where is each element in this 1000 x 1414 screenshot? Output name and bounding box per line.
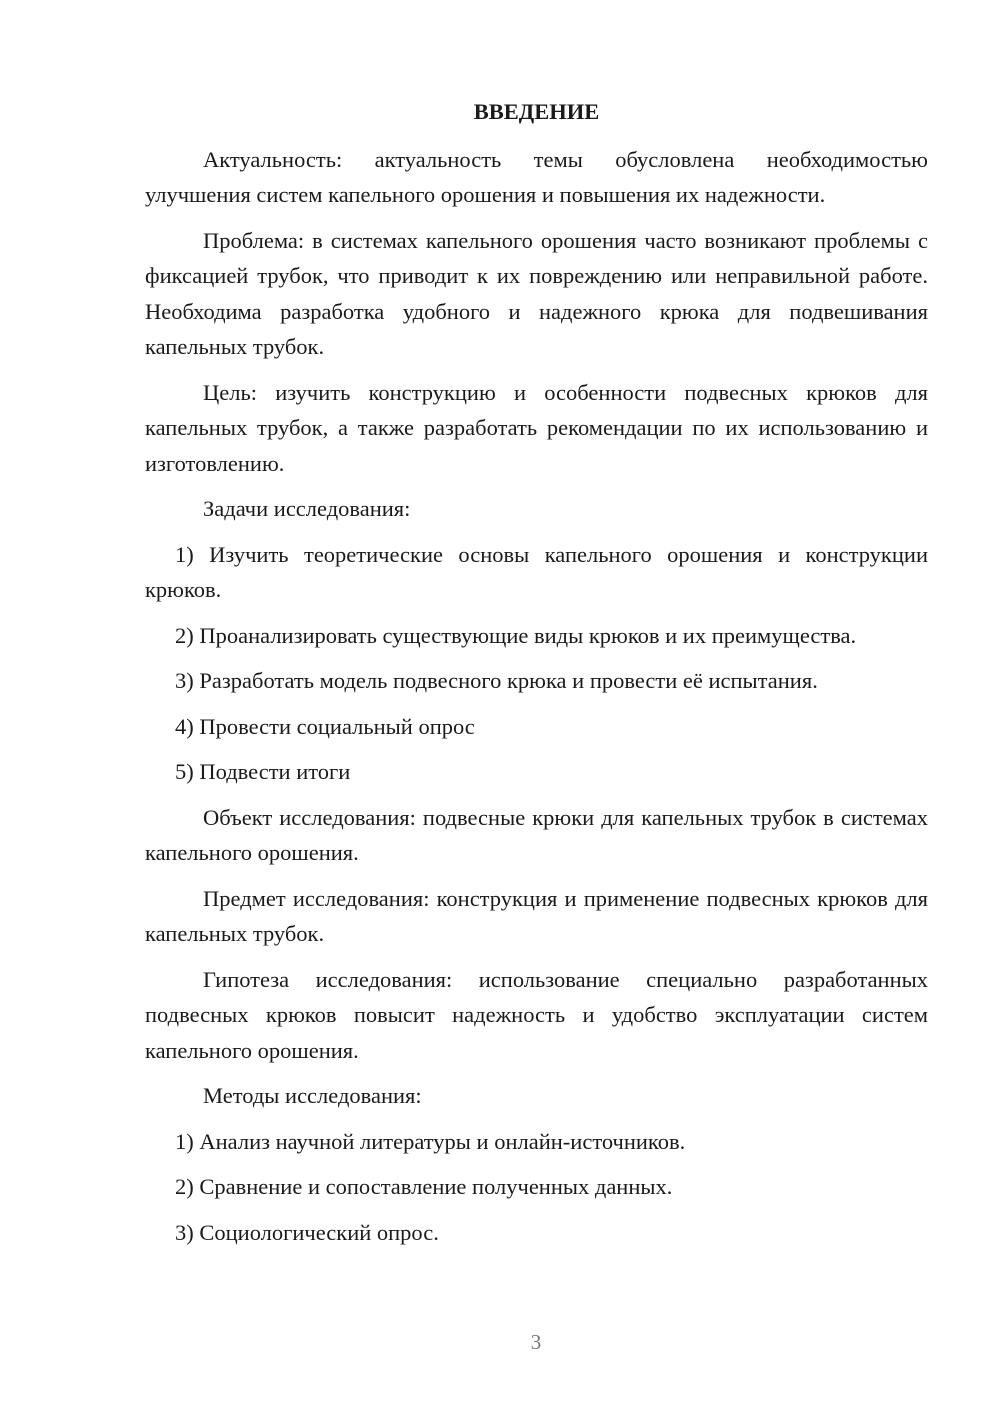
method-item-1: 1) Анализ научной литературы и онлайн-источников.	[175, 1128, 686, 1154]
task-item-5: 5) Подвести итоги	[175, 759, 351, 784]
task-item-4: 4) Провести социальный опрос	[175, 713, 475, 739]
paragraph-hypothesis: Гипотеза исследования: использование специально разработанных подвесных крюков повысит надежность и удобство эксплуатации систем капельного орошения.	[145, 966, 928, 1063]
paragraph-relevance: Актуальность: актуальность темы обусловлена необходимостью улучшения систем капельного орошения и повышения их надежности.	[145, 146, 928, 207]
method-item-2: 2) Сравнение и сопоставление полученных данных.	[175, 1174, 673, 1199]
page-content	[145, 94, 928, 1260]
paragraph-object: Объект исследования: подвесные крюки для капельных трубок в системах капельного орошения.	[145, 804, 928, 865]
paragraph-subject: Предмет исследования: конструкция и применение подвесных крюков для капельных трубок.	[145, 885, 928, 946]
method-item-3: 3) Социологический опрос.	[175, 1219, 439, 1245]
page-number: 3	[530, 1330, 542, 1354]
paragraph-goal: Цель: изучить конструкцию и особенности подвесных крюков для капельных трубок, а также разработать рекомендации по их использованию и изготовлению.	[145, 379, 928, 476]
paragraph-problem: Проблема: в системах капельного орошения часто возникают проблемы с фиксацией трубок, что приводит к их повреждению или неправильной работе. Необходима разработка удобного и надежного крюка для подвешивания капельных трубок.	[145, 227, 928, 359]
tasks-title: Задачи исследования:	[203, 496, 411, 521]
task-item-3: 3) Разработать модель подвесного крюка и провести её испытания.	[175, 668, 818, 693]
section-heading: ВВЕДЕНИЕ	[473, 99, 600, 124]
task-item-1: 1) Изучить теоретические основы капельного орошения и конструкции крюков.	[145, 541, 928, 602]
methods-title: Методы исследования:	[203, 1083, 422, 1108]
task-item-2: 2) Проанализировать существующие виды крюков и их преимущества.	[175, 622, 857, 648]
